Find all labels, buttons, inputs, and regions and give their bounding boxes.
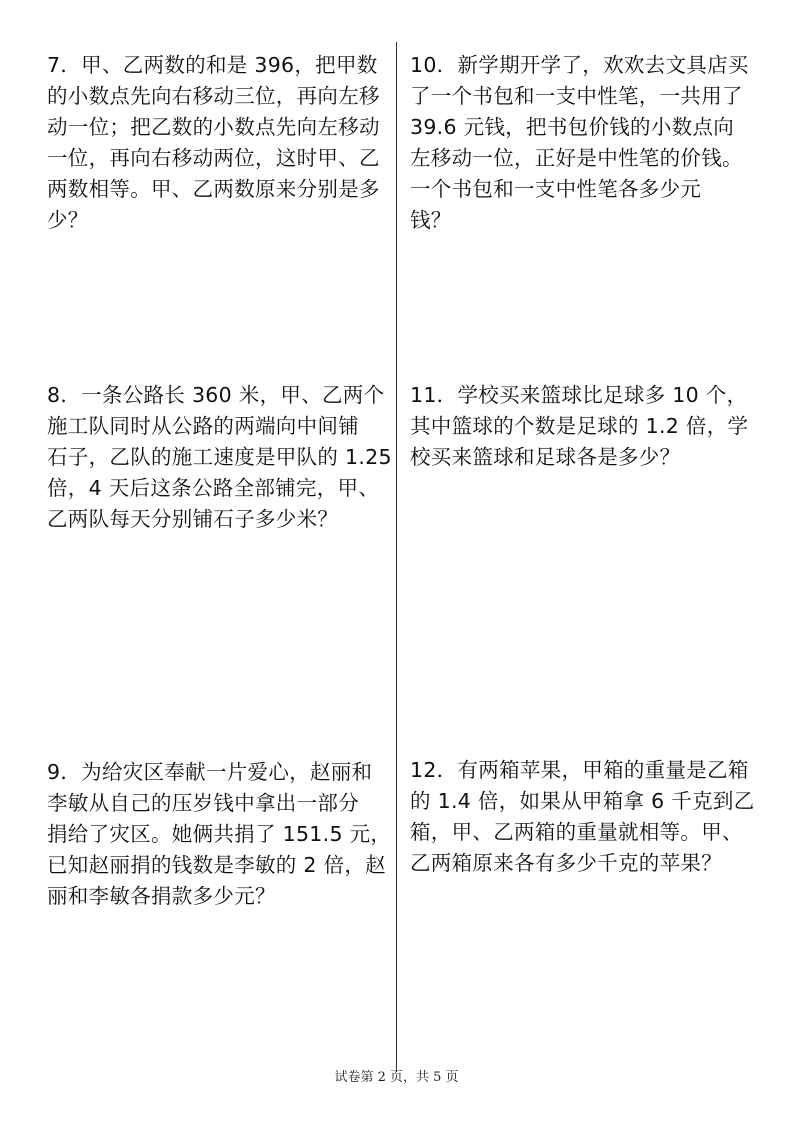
question-line: 的 1.4 倍，如果从甲箱拿 6 千克到乙 bbox=[410, 789, 755, 813]
question-line: 其中篮球的个数是足球的 1.2 倍，学 bbox=[410, 414, 749, 438]
question-line: 施工队同时从公路的两端向中间铺 bbox=[47, 414, 359, 438]
page-footer: 试卷第 2 页，共 5 页 bbox=[334, 1070, 459, 1085]
question-line: 李敏从自己的压岁钱中拿出一部分 bbox=[47, 791, 359, 815]
question-line: 8．一条公路长 360 米，甲、乙两个 bbox=[47, 383, 385, 407]
question-line: 少？ bbox=[47, 208, 89, 232]
question-12 bbox=[410, 755, 755, 879]
question-line: 乙两箱原来各有多少千克的苹果？ bbox=[410, 851, 722, 875]
question-line: 的小数点先向右移动三位，再向左移 bbox=[47, 84, 380, 108]
question-11 bbox=[410, 380, 748, 473]
question-line: 39.6 元钱，把书包价钱的小数点向 bbox=[410, 115, 735, 139]
question-8 bbox=[47, 380, 392, 535]
question-line: 10．新学期开学了，欢欢去文具店买 bbox=[410, 53, 749, 77]
question-line: 动一位；把乙数的小数点先向左移动 bbox=[47, 115, 380, 139]
question-line: 一个书包和一支中性笔各多少元 bbox=[410, 177, 702, 201]
question-line: 7．甲、乙两数的和是 396，把甲数 bbox=[47, 53, 378, 77]
question-7 bbox=[47, 50, 380, 236]
question-line: 捐给了灾区。她俩共捐了 151.5 元， bbox=[47, 822, 392, 846]
question-line: 一位，再向右移动两位，这时甲、乙 bbox=[47, 146, 380, 170]
question-line: 石子，乙队的施工速度是甲队的 1.25 bbox=[47, 445, 392, 469]
question-line: 校买来篮球和足球各是多少？ bbox=[410, 445, 681, 469]
question-line: 12．有两箱苹果，甲箱的重量是乙箱 bbox=[410, 758, 749, 782]
question-9 bbox=[47, 757, 391, 912]
question-line: 倍，4 天后这条公路全部铺完，甲、 bbox=[47, 476, 380, 500]
question-line: 左移动一位，正好是中性笔的价钱。 bbox=[410, 146, 743, 170]
column-divider bbox=[396, 42, 397, 1072]
question-line: 钱？ bbox=[410, 208, 452, 232]
question-line: 9．为给灾区奉献一片爱心，赵丽和 bbox=[47, 760, 373, 784]
question-line: 箱，甲、乙两箱的重量就相等。甲、 bbox=[410, 820, 743, 844]
question-line: 11．学校买来篮球比足球多 10 个， bbox=[410, 383, 748, 407]
question-line: 丽和李敏各捐款多少元？ bbox=[47, 884, 276, 908]
question-line: 已知赵丽捐的钱数是李敏的 2 倍，赵 bbox=[47, 853, 386, 877]
question-line: 了一个书包和一支中性笔，一共用了 bbox=[410, 84, 743, 108]
question-line: 两数相等。甲、乙两数原来分别是多 bbox=[47, 177, 380, 201]
question-line: 乙两队每天分别铺石子多少米？ bbox=[47, 507, 339, 531]
question-10 bbox=[410, 50, 749, 236]
